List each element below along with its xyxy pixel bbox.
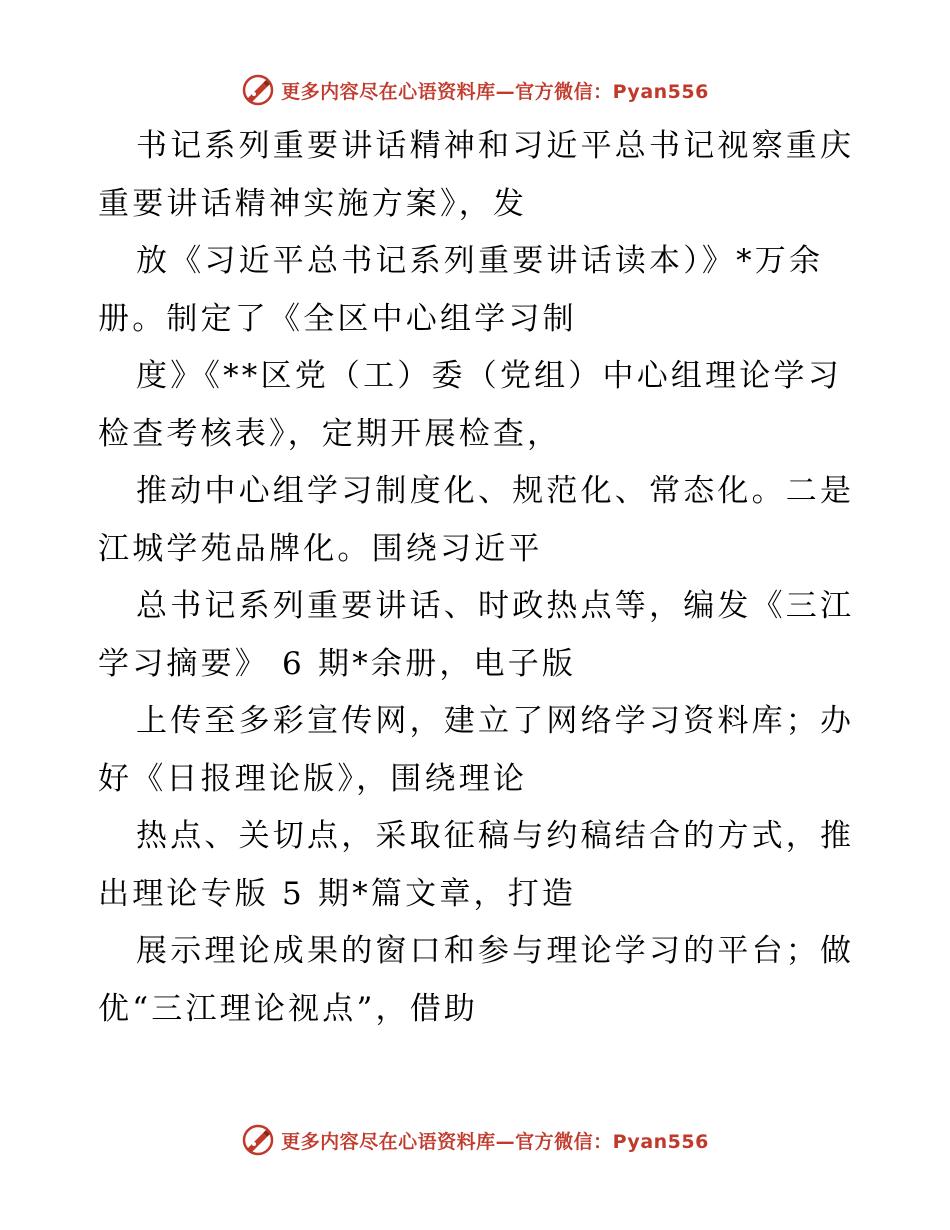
text-line: 江城学苑品牌化。围绕习近平: [98, 530, 543, 567]
footer-banner: [0, 1120, 950, 1160]
text-line: 上传至多彩宣传网，建立了网络学习资料库；办: [136, 703, 855, 739]
text-line: 重要讲话精神实施方案》，发: [98, 185, 528, 222]
text-line: 度》《**区党（工）委（党组）中心组理论学习: [136, 358, 842, 394]
text-line: 放《习近平总书记系列重要讲话读本）》*万余: [136, 243, 824, 279]
text-line: 总书记系列重要讲话、时政热点等，编发《三江: [136, 588, 855, 624]
text-line: 展示理论成果的窗口和参与理论学习的平台；做: [136, 933, 855, 969]
header-banner-text: 更多内容尽在心语资料库—官方微信：Pyan556: [281, 80, 709, 103]
text-line: 册。制定了《全区中心组学习制: [98, 300, 577, 337]
document-body: [98, 118, 858, 1038]
footer-banner-text: 更多内容尽在心语资料库—官方微信：Pyan556: [281, 1130, 709, 1153]
pen-logo-icon: [241, 73, 275, 107]
pen-logo-icon: [241, 1123, 275, 1157]
text-line: 书记系列重要讲话精神和习近平总书记视察重庆: [136, 128, 855, 164]
text-line: 好《日报理论版》，围绕理论: [98, 760, 528, 797]
text-line: 热点、关切点，采取征稿与约稿结合的方式，推: [136, 818, 855, 854]
text-line: 出理论专版 5 期*篇文章，打造: [98, 875, 577, 912]
text-line: 检查考核表》，定期开展检查，: [98, 415, 562, 452]
text-line: 学习摘要》 6 期*余册，电子版: [98, 645, 577, 682]
header-banner: [0, 70, 950, 110]
text-line: 优“三江理论视点”，借助: [98, 990, 479, 1027]
text-line: 推动中心组学习制度化、规范化、常态化。二是: [136, 473, 855, 509]
